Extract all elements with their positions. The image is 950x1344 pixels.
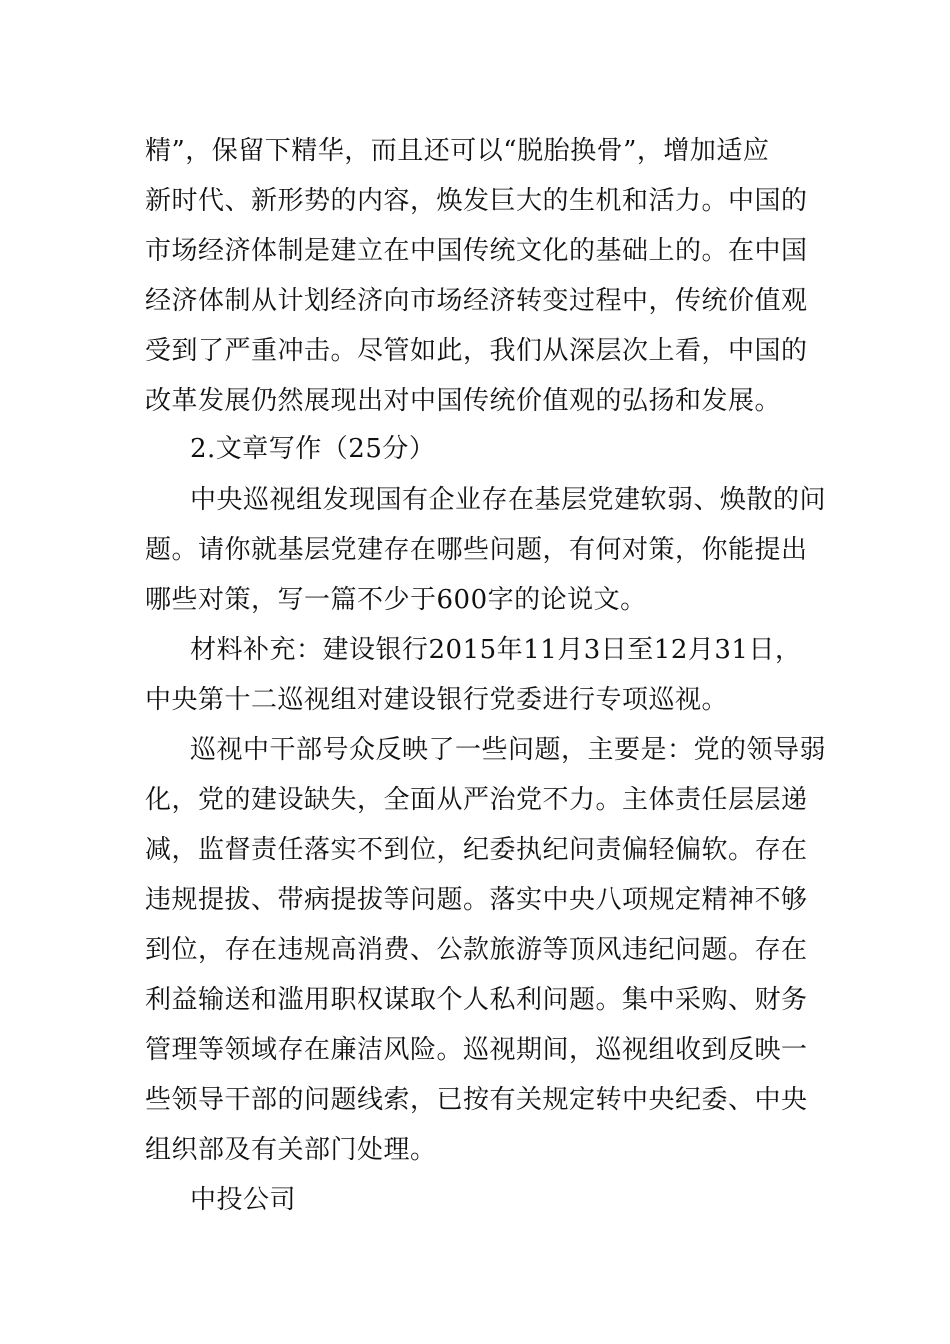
text-line-2: 新时代、新形势的内容，焕发巨大的生机和活力。中国的 <box>145 186 808 216</box>
text-line-19: 管理等领域存在廉洁风险。巡视期间，巡视组收到反映一 <box>145 1035 808 1065</box>
text-line-15: 减，监督责任落实不到位，纪委执纪问责偏轻偏软。存在 <box>145 835 808 865</box>
text-line-4: 经济体制从计划经济向市场经济转变过程中，传统价值观 <box>145 286 808 316</box>
text-line-13: 巡视中干部号众反映了一些问题，主要是：党的领导弱 <box>190 735 827 765</box>
text-line-20: 些领导干部的问题线索，已按有关规定转中央纪委、中央 <box>145 1085 808 1115</box>
text-line-8: 中央巡视组发现国有企业存在基层党建软弱、焕散的问 <box>190 485 827 515</box>
text-line-11: 材料补充：建设银行2015年11月3日至12月31日， <box>190 635 802 665</box>
text-line-1: 精”，保留下精华，而且还可以“脱胎换骨”，增加适应 <box>145 136 770 166</box>
text-line-18: 利益输送和滥用职权谋取个人私利问题。集中采购、财务 <box>145 985 808 1015</box>
text-line-3: 市场经济体制是建立在中国传统文化的基础上的。在中国 <box>145 236 808 266</box>
text-line-22: 中投公司 <box>190 1185 297 1215</box>
text-line-12: 中央第十二巡视组对建设银行党委进行专项巡视。 <box>145 685 729 715</box>
text-line-17: 到位，存在违规高消费、公款旅游等顶风违纪问题。存在 <box>145 935 808 965</box>
section-heading: 2.文章写作（25分） <box>190 434 436 464</box>
text-line-21: 组织部及有关部门处理。 <box>145 1135 437 1165</box>
text-line-16: 违规提拔、带病提拔等问题。落实中央八项规定精神不够 <box>145 885 808 915</box>
text-line-6: 改革发展仍然展现出对中国传统价值观的弘扬和发展。 <box>145 386 782 416</box>
text-line-9: 题。请你就基层党建存在哪些问题，有何对策，你能提出 <box>145 535 808 565</box>
text-line-10: 哪些对策，写一篇不少于600字的论说文。 <box>145 585 647 615</box>
text-line-5: 受到了严重冲击。尽管如此，我们从深层次上看，中国的 <box>145 336 808 366</box>
text-line-14: 化，党的建设缺失，全面从严治党不力。主体责任层层递 <box>145 785 808 815</box>
